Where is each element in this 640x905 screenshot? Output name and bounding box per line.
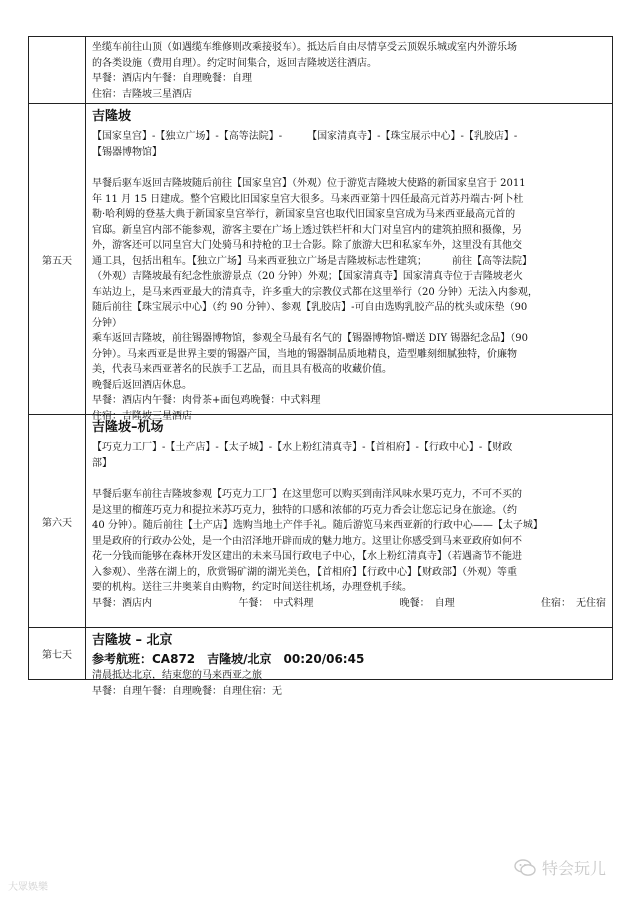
- desc-line: 勒·哈利姆的登基大典于新国家皇宫举行，新国家皇宫也取代旧国家皇宫成为马来西亚最高元首的: [92, 209, 516, 220]
- desc-line: 晚餐后返回酒店休息。: [92, 379, 192, 391]
- desc-line: 车站边上，是马来西亚最大的清真寺，许多重大的宗教仪式都在这里举行（20 分钟）无法入内参观，: [92, 286, 538, 298]
- day-content: [86, 415, 612, 627]
- flight-info: 参考航班：CA872 吉隆坡/北京 00:20/06:45: [92, 652, 365, 666]
- desc-line: 入参观）、坐落在湖上的，欣赏锡矿湖的湖光美色，【首相府】【行政中心】【财政部】（外观）等重: [92, 566, 517, 578]
- itinerary-row-day7: [29, 628, 612, 697]
- desc-line: 分钟）: [92, 317, 122, 329]
- desc-line: 年 11 月 15 日建成。整个宫殿比旧国家皇宫大很多。马来西亚第十四任最高元首苏丹端古·阿卜杜: [92, 193, 524, 205]
- desc-line: 外，游客还可以同皇宫大门处骑马和持枪的卫士合影。除了旅游大巴和私家车外，这里没有其他交: [92, 240, 522, 251]
- day-title: 吉隆坡: [92, 109, 132, 124]
- corner-watermark: 大眾娛樂: [8, 882, 48, 893]
- desc-line: 随后前往【珠宝展示中心】（约 90 分钟）、参观【乳胶店】-可自由选购乳胶产品的枕头或床垫（90: [92, 302, 528, 313]
- day-title: 吉隆坡–机场: [92, 420, 164, 435]
- day-label: 第七天: [29, 628, 86, 679]
- day-content: [86, 104, 612, 422]
- route-line: 部】: [92, 457, 112, 469]
- desc-line: 通工具，包括出租车。【独立广场】马来西亚独立广场是吉隆坡标志性建筑； 前往【高等法院】: [92, 255, 532, 267]
- stay: 住宿： 无住宿: [540, 597, 606, 609]
- day-title: 吉隆坡 – 北京: [92, 633, 173, 648]
- meals-line: 早餐：酒店内午餐：自理晚餐：自理: [92, 73, 252, 84]
- day-label: 第五天: [29, 104, 86, 414]
- breakfast: 早餐：酒店内: [92, 597, 152, 609]
- desc-line: 分钟）。马来西亚是世界主要的锡器产国，当地的锡器制品质地精良，造型雕刻细腻独特，价廉物: [92, 348, 517, 360]
- day-content: [86, 37, 612, 103]
- itinerary-row-day5: [29, 104, 612, 422]
- desc-line: 要的机构。送往三井奥莱自由购物，约定时间送往机场，办理登机手续。: [92, 582, 412, 593]
- itinerary-row-day6: [29, 415, 612, 628]
- desc-line: 清晨抵达北京，结束您的马来西亚之旅: [92, 670, 262, 681]
- brand-watermark: [514, 856, 606, 879]
- day-label-cell: [29, 37, 86, 103]
- route-line: 【巧克力工厂】-【土产店】-【太子城】-【水上粉红清真寺】-【首相府】-【行政中心】-【财政: [92, 442, 513, 453]
- day-label: 第六天: [29, 415, 86, 627]
- desc-line: 花一分钱而能够在森林开发区建出的未来马国行政电子中心，【水上粉红清真寺】（若遇斋节不能进: [92, 551, 522, 562]
- desc-line: 官邸。新皇宫内部不能参观，游客主要在广场上透过铁栏杆和大门对皇宫内的建筑拍照和摄像，另: [92, 224, 522, 236]
- brand-text: 特会玩儿: [541, 859, 606, 878]
- lunch: 午餐： 中式料理: [238, 597, 314, 609]
- desc-line: 早餐后驱车返回吉隆坡随后前往【国家皇宫】（外观）位于游览吉隆坡大使路的新国家皇宫于 2011: [92, 178, 526, 189]
- day-content: [86, 628, 612, 697]
- meals-line: 早餐：自理午餐：自理晚餐：自理住宿：无: [92, 685, 282, 697]
- desc-line: （外观）吉隆坡最有纪念性旅游景点（20 分钟）外观；【国家清真寺】国家清真寺位于吉隆坡老火: [92, 271, 523, 282]
- desc-line: 美，代表马来西亚著名的民族手工艺品，而且具有极高的收藏价值。: [92, 364, 392, 375]
- desc-line: 40 分钟）。随后前往【土产店】选购当地土产伴手礼。随后游览马来西亚新的行政中心——【太子城】: [92, 520, 543, 531]
- meals-line: 早餐：酒店内午餐：肉骨茶+面包鸡晚餐：中式料理: [92, 395, 321, 406]
- desc-line: 乘车返回吉隆坡，前往锡器博物馆，参观全马最有名气的【锡器博物馆-赠送 DIY 锡器纪念品】（90: [92, 333, 529, 344]
- meals-line: [92, 596, 606, 612]
- desc-line: 早餐后驱车前往吉隆坡参观【巧克力工厂】在这里您可以购买到南洋风味水果巧克力，不可不买的: [92, 489, 522, 500]
- desc-line: 是这里的榴莲巧克力和提拉米苏巧克力，独特的口感和浓郁的巧克力香会让您忘记身在旅途。（约: [92, 504, 517, 516]
- route-list: [92, 440, 606, 471]
- itinerary-row-prev: [29, 37, 612, 104]
- route-line: 【锡器博物馆】: [92, 146, 162, 158]
- wechat-icon: [514, 859, 536, 877]
- route-line: 【国家皇宫】-【独立广场】-【高等法院】- 【国家清真寺】-【珠宝展示中心】-【乳胶店】-: [92, 131, 518, 142]
- desc-line: 坐缆车前往山顶（如遇缆车维修则改乘接驳车）。抵达后自由尽情享受云顶娱乐城或室内外游乐场: [92, 42, 517, 53]
- desc-line: 里是政府的行政办公处，是一个由沼泽地开辟而成的魅力地方。这里让你感受到马来亚政府如何不: [92, 535, 522, 547]
- itinerary-table: [28, 36, 613, 697]
- desc-line: 的各类设施（费用自理）。约定时间集合，返回吉隆坡送往酒店。: [92, 57, 377, 69]
- dinner: 晚餐： 自理: [399, 597, 455, 609]
- stay-line: 住宿：吉隆坡三星酒店: [92, 88, 192, 100]
- route-list: [92, 129, 606, 160]
- stay-line: 住宿：吉隆坡三星酒店: [92, 410, 192, 422]
